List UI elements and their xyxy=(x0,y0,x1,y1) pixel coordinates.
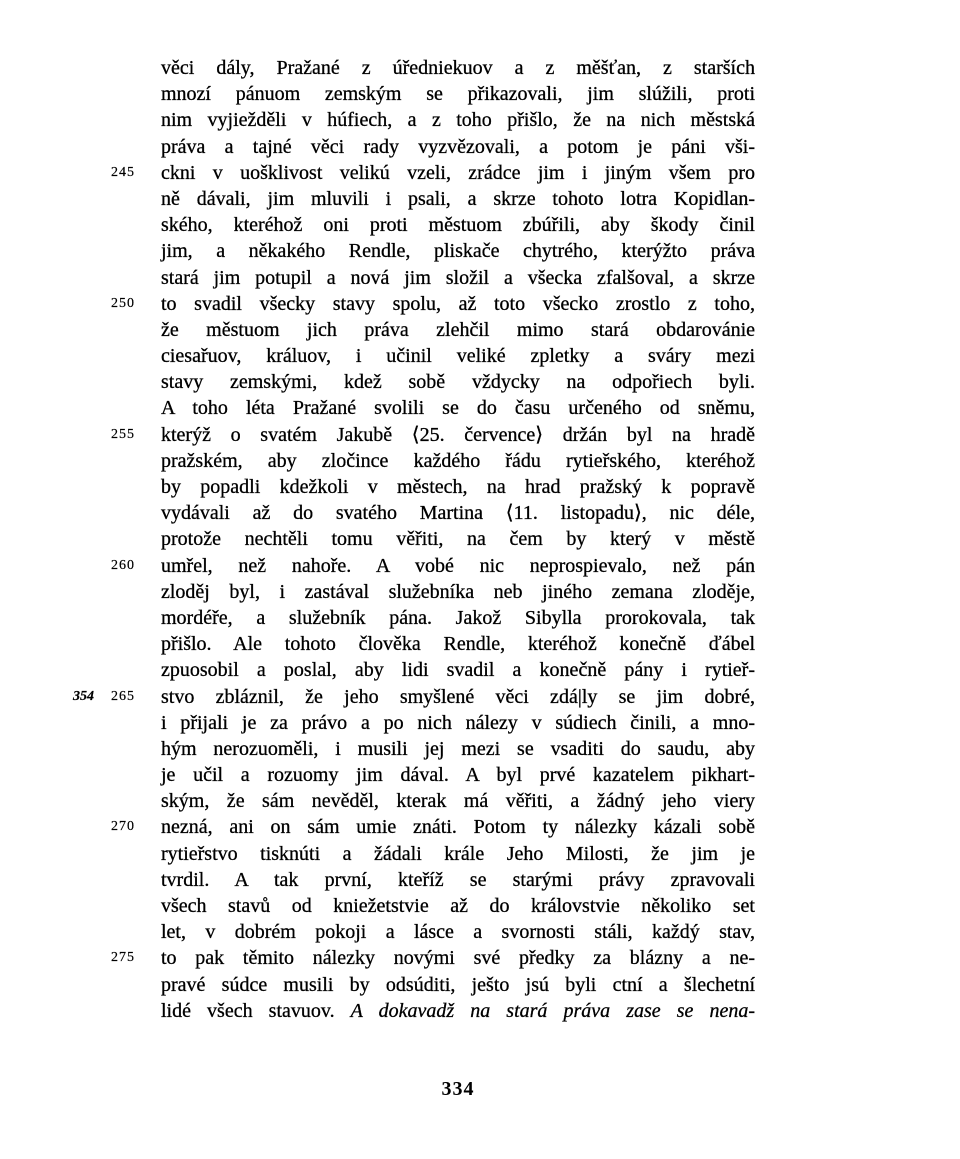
margin-note: 354 xyxy=(73,688,94,704)
line-text xyxy=(161,291,755,317)
line-text xyxy=(161,710,755,736)
line-text-roman: i přijali je za právo a po nich nálezy v súdiech činili, a mno- xyxy=(161,711,755,734)
line-text-roman: nezná, ani on sám umie znáti. Potom ty nálezky kázali sobě xyxy=(161,816,755,839)
text-line xyxy=(161,631,755,657)
line-text xyxy=(161,160,755,186)
line-text xyxy=(161,186,755,212)
line-text xyxy=(161,369,755,395)
text-line xyxy=(111,945,755,971)
line-text xyxy=(161,945,755,971)
text-line xyxy=(111,422,755,448)
line-text-roman: hým nerozuoměli, i musili jej mezi se vsaditi do saudu, aby xyxy=(161,737,755,760)
line-number: 250 xyxy=(111,295,135,311)
line-text xyxy=(161,605,755,631)
line-number: 265 xyxy=(111,688,135,704)
line-text xyxy=(161,893,755,919)
line-number: 255 xyxy=(111,426,135,442)
line-text xyxy=(161,55,755,81)
text-line xyxy=(161,448,755,474)
text-line xyxy=(161,605,755,631)
text-line xyxy=(161,762,755,788)
line-text xyxy=(161,579,755,605)
line-text xyxy=(161,684,755,710)
line-text xyxy=(161,762,755,788)
line-text-roman: zloděj byl, i zastával služebníka neb jiného zemana zloděje, xyxy=(161,580,755,603)
line-text xyxy=(161,500,755,526)
text-line xyxy=(161,526,755,552)
text-line xyxy=(161,395,755,421)
text-line xyxy=(161,107,755,133)
line-text-roman: to pak těmito nálezky novými své předky za blázny a ne- xyxy=(161,947,755,970)
line-text-roman: rytieřstvo tisknúti a žádali krále Jeho Milosti, že jim je xyxy=(161,842,755,865)
text-line xyxy=(161,972,755,998)
line-text-roman: ně dávali, jim mluvili i psali, a skrze tohoto lotra Kopidlan- xyxy=(161,187,755,210)
line-text-roman: lidé všech stavuov. xyxy=(161,999,351,1022)
line-text-roman: ciesařuov, králuov, i učinil veliké zpletky a sváry mezi xyxy=(161,345,755,368)
line-number: 260 xyxy=(111,557,135,573)
line-text-roman: stvo zbláznil, že jeho smyšlené věci zdá|ly se jim dobré, xyxy=(161,685,755,708)
line-text xyxy=(161,553,755,579)
line-text-roman: ského, kteréhož oni proti městuom zbúřili, aby škody činil xyxy=(161,214,755,237)
line-text xyxy=(161,631,755,657)
line-text-roman: vydávali až do svatého Martina ⟨11. listopadu⟩, nic déle, xyxy=(161,502,755,525)
text-line xyxy=(161,265,755,291)
line-text-roman: všech stavů od kniežetstvie až do královstvie několiko set xyxy=(161,895,755,917)
line-text xyxy=(161,448,755,474)
text-line xyxy=(161,657,755,683)
line-text xyxy=(161,841,755,867)
line-text-roman: je učil a rozuomy jim dával. A byl prvé kazatelem pikhart- xyxy=(161,764,755,787)
text-line xyxy=(161,55,755,81)
line-text xyxy=(161,107,755,133)
text-line xyxy=(161,134,755,160)
line-text-roman: protože nechtěli tomu věřiti, na čem by který v městě xyxy=(161,528,755,551)
text-line xyxy=(111,814,755,840)
text-line xyxy=(161,474,755,500)
text-line xyxy=(161,893,755,919)
line-text-roman: věci dály, Pražané z úředniekuov a z měšťan, z starších xyxy=(161,57,755,79)
line-text-roman: by popadli kdežkoli v městech, na hrad pražský k popravě xyxy=(161,476,755,498)
line-text-roman: pravé súdce musili by odsúditi, ješto jsú byli ctní a šlechetní xyxy=(161,973,755,996)
text-line xyxy=(161,710,755,736)
line-text-roman: práva a tajné věci rady vyzvězovali, a potom je páni vši- xyxy=(161,135,755,158)
text-line xyxy=(161,238,755,264)
text-line xyxy=(161,919,755,945)
line-text xyxy=(161,998,755,1024)
line-text-roman: kterýž o svatém Jakubě ⟨25. července⟩ držán byl na hradě xyxy=(161,423,755,446)
line-text-roman: stavy zemskými, kdež sobě vždycky na odpořiech byli. xyxy=(161,371,755,394)
text-line xyxy=(161,81,755,107)
line-text-roman: nim vyjiežděli v húfiech, a z toho přišlo, že na nich městská xyxy=(161,109,755,132)
text-line xyxy=(161,788,755,814)
page-number: 334 xyxy=(441,1078,475,1100)
line-text-roman: pražském, aby zločince každého řádu rytieřského, kteréhož xyxy=(161,449,755,472)
text-line xyxy=(161,369,755,395)
line-text-roman: mordéře, a služebník pána. Jakož Sibylla prorokovala, tak xyxy=(161,606,755,629)
line-text xyxy=(161,81,755,107)
line-text xyxy=(161,919,755,945)
line-text xyxy=(161,736,755,762)
line-text xyxy=(161,212,755,238)
line-text-roman: že městuom jich práva zlehčil mimo stará obdarovánie xyxy=(161,318,755,341)
text-line xyxy=(161,343,755,369)
text-line xyxy=(161,186,755,212)
line-text xyxy=(161,265,755,291)
text-line xyxy=(111,160,755,186)
line-text-roman: ským, že sám nevěděl, kterak má věřiti, a žádný jeho viery xyxy=(161,790,755,813)
text-line xyxy=(111,553,755,579)
line-text xyxy=(161,343,755,369)
line-text-roman: jim, a někakého Rendle, pliskače chytrého, kterýžto práva xyxy=(161,240,755,263)
line-text-roman: tvrdil. A tak první, kteříž se starými právy zpravovali xyxy=(161,868,755,891)
text-block xyxy=(73,55,755,1024)
line-text-roman: stará jim potupil a nová jim složil a všecka zfalšoval, a skrze xyxy=(161,266,755,289)
line-number: 270 xyxy=(111,819,135,835)
text-line xyxy=(161,867,755,893)
line-number: 245 xyxy=(111,164,135,180)
line-text-italic: A dokavadž na stará práva zase se nena- xyxy=(350,999,755,1022)
line-text-roman: A toho léta Pražané svolili se do času určeného od sněmu, xyxy=(161,397,755,420)
line-text-roman: umřel, než nahoře. A vobé nic neprospievalo, než pán xyxy=(161,554,755,577)
text-line xyxy=(161,736,755,762)
text-line xyxy=(161,841,755,867)
line-text xyxy=(161,788,755,814)
line-text xyxy=(161,972,755,998)
line-text xyxy=(161,238,755,264)
text-line xyxy=(161,579,755,605)
line-text xyxy=(161,814,755,840)
line-text xyxy=(161,657,755,683)
line-text-roman: ckni v uošklivost velikú vzeli, zrádce jim i jiným všem pro xyxy=(161,161,755,184)
text-line xyxy=(73,684,755,710)
line-text xyxy=(161,474,755,500)
text-line xyxy=(161,317,755,343)
line-text-roman: zpuosobil a poslal, aby lidi svadil a konečně pány i rytieř- xyxy=(161,659,755,682)
text-line xyxy=(161,500,755,526)
text-line xyxy=(111,291,755,317)
line-text-roman: mnozí pánuom zemským se přikazovali, jim slúžili, proti xyxy=(161,83,755,106)
line-text xyxy=(161,526,755,552)
text-line xyxy=(161,212,755,238)
text-line xyxy=(161,998,755,1024)
line-text xyxy=(161,422,755,448)
line-text xyxy=(161,867,755,893)
line-text-roman: přišlo. Ale tohoto člověka Rendle, kteréhož konečně ďábel xyxy=(161,633,755,656)
line-text-roman: let, v dobrém pokoji a lásce a svornosti stáli, každý stav, xyxy=(161,921,755,944)
line-text xyxy=(161,134,755,160)
line-text-roman: to svadil všecky stavy spolu, až toto všecko zrostlo z toho, xyxy=(161,292,755,315)
line-text xyxy=(161,395,755,421)
line-number: 275 xyxy=(111,950,135,966)
line-text xyxy=(161,317,755,343)
